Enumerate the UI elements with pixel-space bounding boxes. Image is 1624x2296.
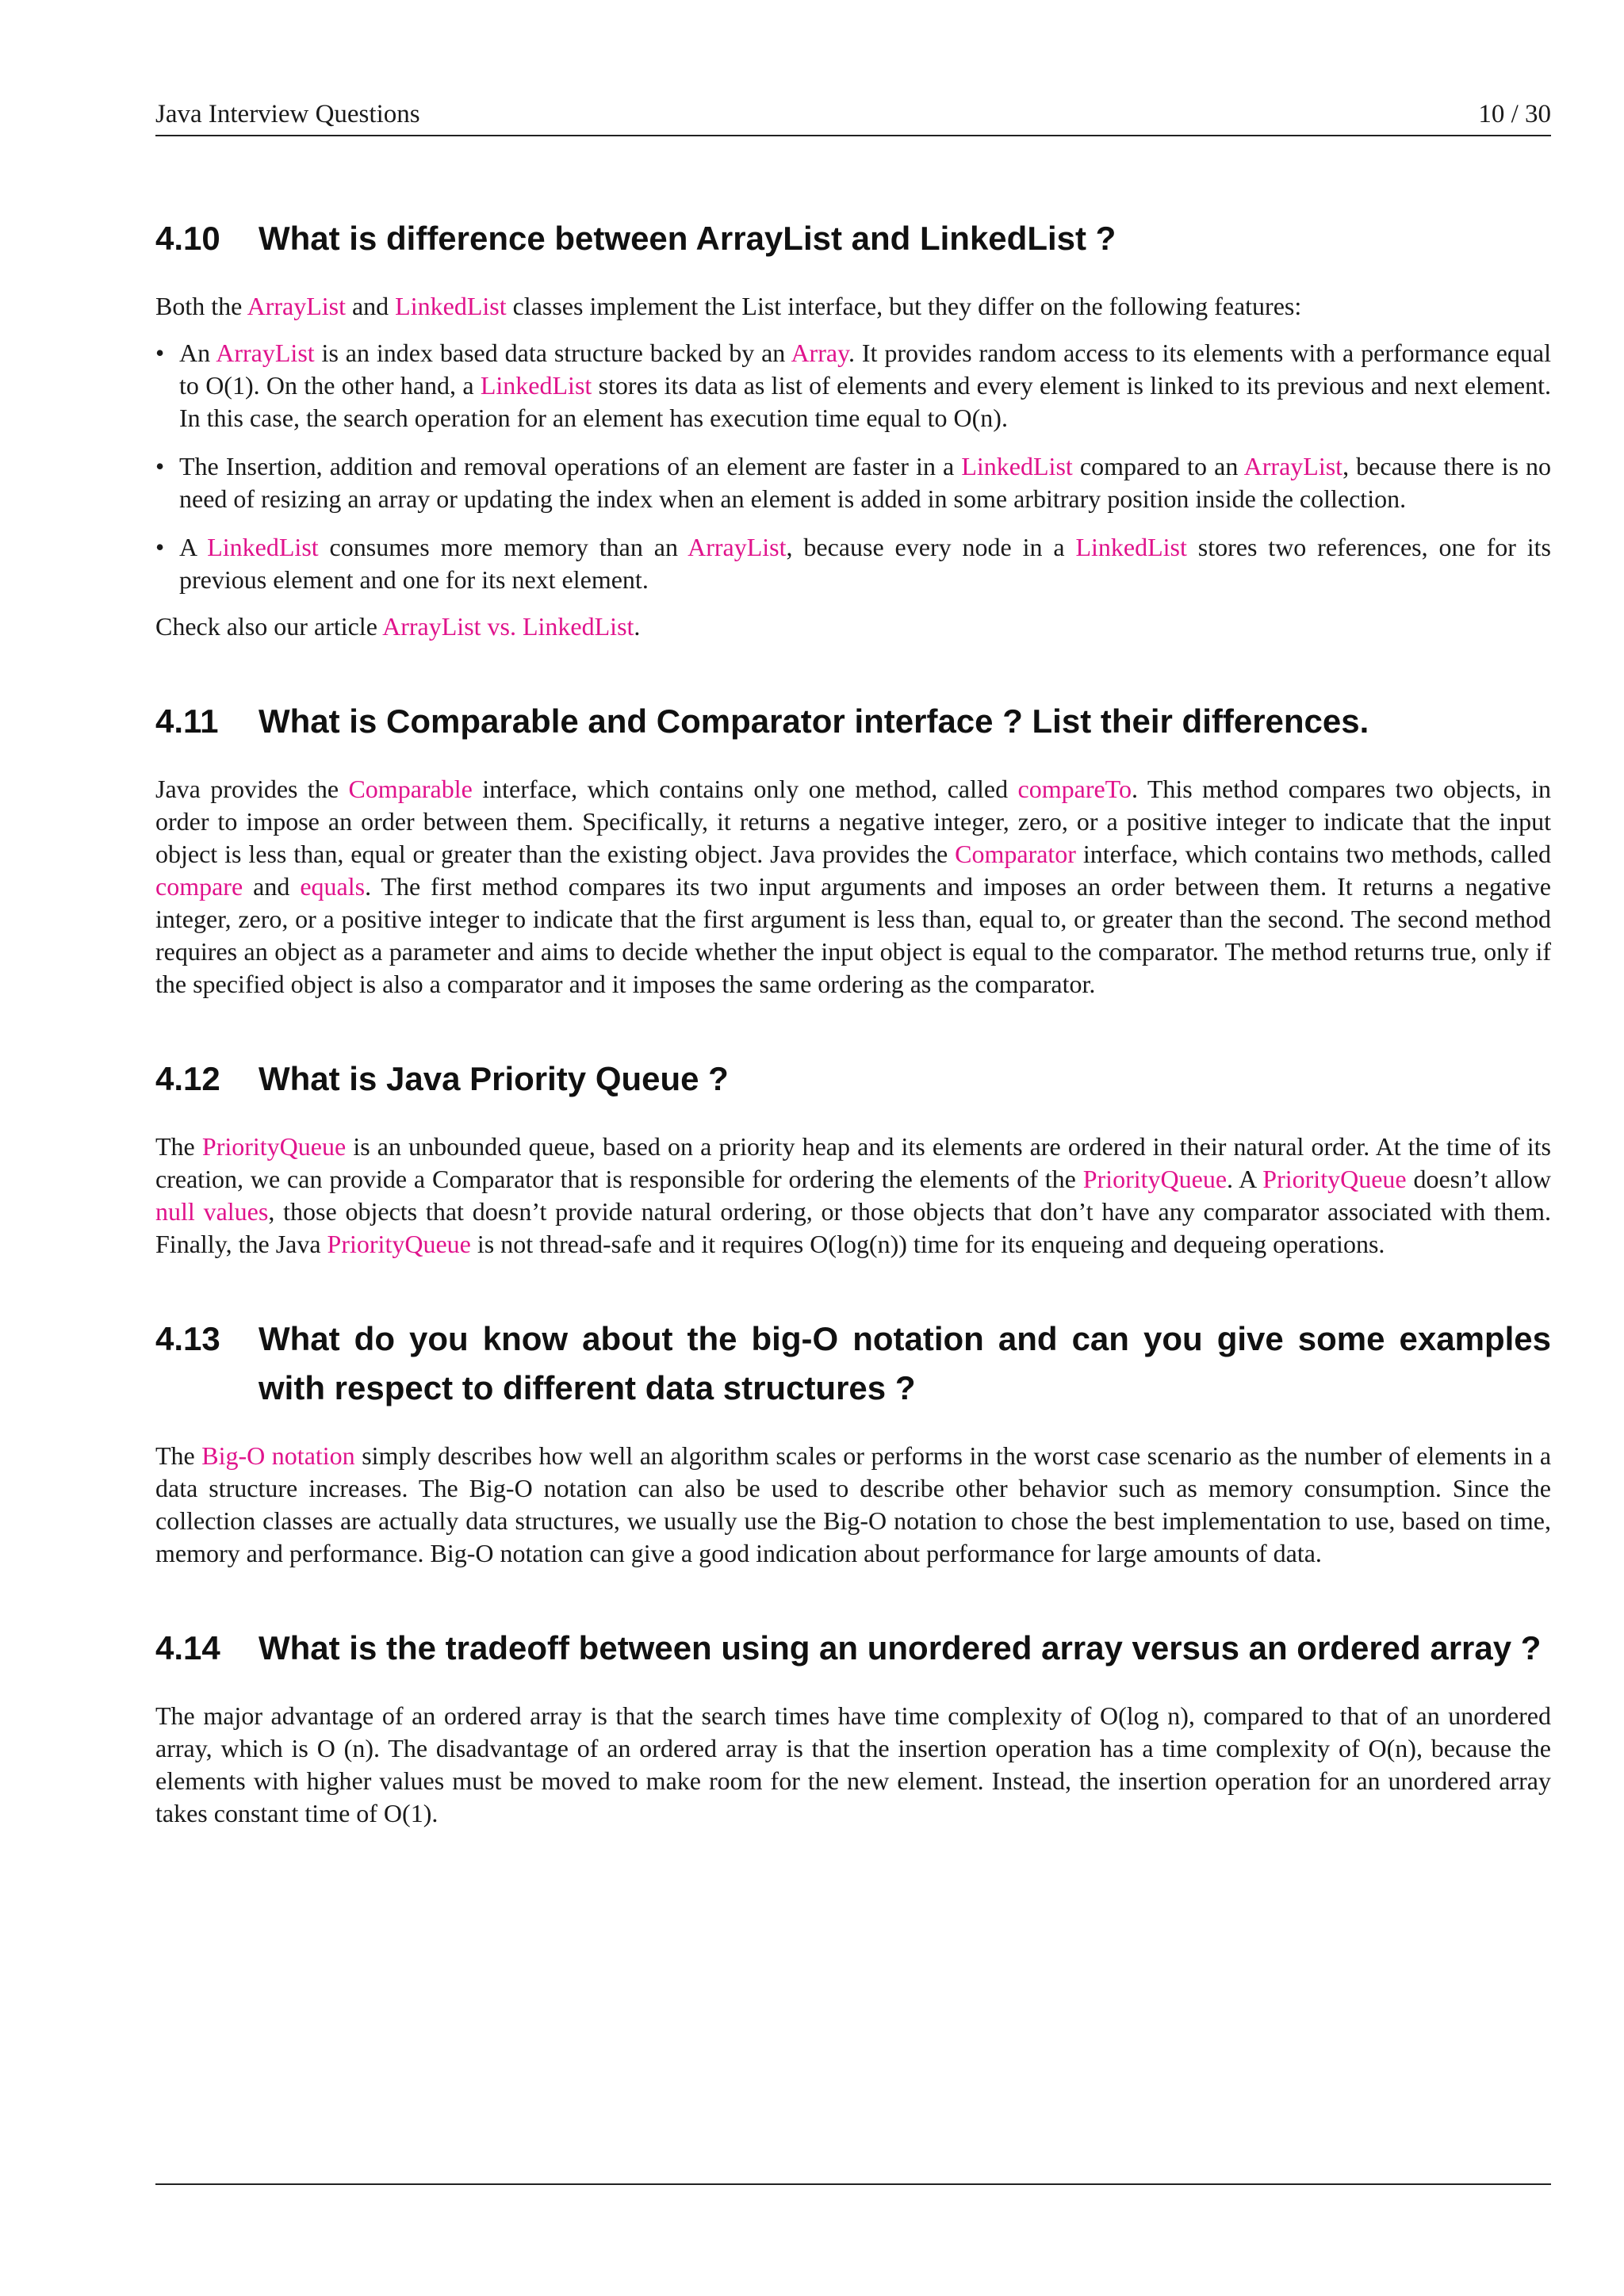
- text: . A: [1227, 1165, 1263, 1193]
- list-item: [155, 337, 1551, 434]
- document-page: [155, 0, 1551, 2296]
- section-4-11: [155, 697, 1551, 1001]
- section-body: [155, 1440, 1551, 1570]
- section-title: What do you know about the big-O notation and can you give some examples with respect to different data structures ?: [259, 1320, 1551, 1406]
- link-arraylist[interactable]: ArrayList: [688, 533, 787, 561]
- text: . The first method compares its two input arguments and imposes an order between them. It returns a negative integer, zero, or a positive integer to indicate that the first argument is less than, equal to, or greater than the second. The second method requires an object as a parameter and aims to decide whether the input object is equal to the comparator. The method returns true, only if the specified object is also a comparator and it imposes the same ordering as the comparator.: [155, 872, 1552, 998]
- link-priorityqueue[interactable]: PriorityQueue: [1262, 1165, 1407, 1193]
- text: compared to an: [1072, 452, 1244, 480]
- text: doesn’t allow: [1406, 1165, 1552, 1193]
- section-number: 4.14: [155, 1629, 220, 1667]
- text: , those objects that doesn’t provide natural ordering, or those objects that don’t have any comparator associated with them. Finally, the Java: [155, 1197, 1552, 1258]
- section-number: 4.13: [155, 1320, 220, 1357]
- bullet-icon: •: [155, 339, 165, 367]
- page-content: [155, 214, 1551, 1830]
- section-heading: [155, 1314, 1551, 1413]
- difference-list: [155, 337, 1551, 596]
- section-title: What is Comparable and Comparator interface ? List their differences.: [259, 702, 1369, 740]
- link-priorityqueue[interactable]: PriorityQueue: [201, 1132, 347, 1161]
- text: The major advantage of an ordered array is that the search times have time complexity of O(log n), compared to that of an unordered array, which is O (n). The disadvantage of an ordered array is that the insertion operation has a time complexity of O(n), because the elements with higher values must be moved to make room for the new element. Instead, the insertion operation for an unordered array takes constant time of O(1).: [155, 1701, 1551, 1827]
- section-4-10: [155, 214, 1551, 643]
- text: interface, which contains only one method, called: [472, 775, 1018, 803]
- section-4-12: [155, 1054, 1551, 1261]
- section-body: [155, 1131, 1551, 1261]
- link-array[interactable]: Array: [791, 339, 848, 367]
- link-linkedlist[interactable]: LinkedList: [961, 452, 1073, 480]
- link-arraylist[interactable]: ArrayList: [1243, 452, 1343, 480]
- section-heading: [155, 1054, 1551, 1104]
- link-arraylist[interactable]: ArrayList: [247, 292, 346, 320]
- section-heading: [155, 1624, 1551, 1673]
- link-compare[interactable]: compare: [155, 872, 243, 901]
- text: simply describes how well an algorithm scales or performs in the worst case scenario as the number of elements in a data structure increases. The Big-O notation can also be used to describe other behavior such as memory consumption. Since the collection classes are actually data structures, we usually use the Big-O notation to chose the best implementation to use, based on time, memory and performance. Big-O notation can give a good indication about performance for large amounts of data.: [155, 1441, 1552, 1567]
- text: and: [345, 292, 396, 320]
- page-indicator: 10 / 30: [1478, 100, 1551, 128]
- text: classes implement the List interface, but they differ on the following features:: [506, 292, 1302, 320]
- link-article-arraylist-vs-linkedlist[interactable]: ArrayList vs. LinkedList: [382, 612, 634, 641]
- link-equals[interactable]: equals: [300, 872, 366, 901]
- link-comparable[interactable]: Comparable: [348, 775, 473, 803]
- text: An: [179, 339, 216, 367]
- link-linkedlist[interactable]: LinkedList: [480, 371, 592, 400]
- section-intro: [155, 290, 1551, 323]
- section-body: [155, 773, 1551, 1001]
- link-priorityqueue[interactable]: PriorityQueue: [1082, 1165, 1228, 1193]
- running-header: [155, 94, 1551, 136]
- text: Java provides the: [155, 775, 349, 803]
- section-number: 4.10: [155, 220, 220, 257]
- text: . It provides random access to its elements with a performance equal to O(1). On the other hand, a: [179, 339, 1552, 400]
- section-outro: [155, 610, 1551, 643]
- text: stores two references, one for its previous element and one for its next element.: [179, 533, 1552, 594]
- text: stores its data as list of elements and every element is linked to its previous and next element. In this case, the search operation for an element has execution time equal to O(n).: [179, 371, 1552, 432]
- footer-rule: [155, 2183, 1551, 2185]
- text: Both the: [155, 292, 247, 320]
- text: . This method compares two objects, in order to impose an order between them. Specifically, it returns a negative integer, zero, or a positive integer to indicate that the input object is less than, equal or greater than the existing object. Java provides the: [155, 775, 1552, 868]
- section-heading: [155, 214, 1551, 263]
- text: The: [155, 1441, 202, 1470]
- bullet-icon: •: [155, 533, 165, 561]
- text: Check also our article: [155, 612, 383, 641]
- text: A: [179, 533, 208, 561]
- text: and: [243, 872, 301, 901]
- link-arraylist[interactable]: ArrayList: [216, 339, 315, 367]
- text: is an index based data structure backed by an: [314, 339, 791, 367]
- link-linkedlist[interactable]: LinkedList: [395, 292, 507, 320]
- text: consumes more memory than an: [318, 533, 688, 561]
- text: .: [634, 612, 641, 641]
- bullet-icon: •: [155, 452, 165, 480]
- section-number: 4.11: [155, 702, 219, 740]
- list-item: [155, 450, 1551, 515]
- link-null-values[interactable]: null values: [155, 1197, 269, 1226]
- document-title: Java Interview Questions: [155, 100, 420, 128]
- section-4-13: [155, 1314, 1551, 1570]
- text: , because every node in a: [786, 533, 1076, 561]
- text: The: [155, 1132, 202, 1161]
- link-big-o-notation[interactable]: Big-O notation: [201, 1441, 355, 1470]
- text: , because there is no need of resizing an array or updating the index when an element is added in some arbitrary position inside the collection.: [179, 452, 1552, 513]
- section-title: What is difference between ArrayList and LinkedList ?: [259, 220, 1116, 257]
- text: The Insertion, addition and removal operations of an element are faster in a: [179, 452, 962, 480]
- section-heading: [155, 697, 1551, 746]
- text: is not thread-safe and it requires O(log(n)) time for its enqueing and dequeing operations.: [470, 1230, 1385, 1258]
- section-title: What is Java Priority Queue ?: [259, 1060, 729, 1097]
- section-body: [155, 1700, 1551, 1830]
- link-priorityqueue[interactable]: PriorityQueue: [327, 1230, 471, 1258]
- link-comparator[interactable]: Comparator: [955, 840, 1076, 868]
- section-4-14: [155, 1624, 1551, 1830]
- section-number: 4.12: [155, 1060, 220, 1097]
- list-item: [155, 531, 1551, 596]
- link-linkedlist[interactable]: LinkedList: [1075, 533, 1187, 561]
- section-title: What is the tradeoff between using an unordered array versus an ordered array ?: [259, 1629, 1542, 1667]
- link-linkedlist[interactable]: LinkedList: [207, 533, 319, 561]
- text: interface, which contains two methods, called: [1075, 840, 1552, 868]
- link-compareto[interactable]: compareTo: [1017, 775, 1132, 803]
- text: is an unbounded queue, based on a priority heap and its elements are ordered in their natural order. At the time of its creation, we can provide a Comparator that is responsible for ordering the elements of the: [155, 1132, 1552, 1193]
